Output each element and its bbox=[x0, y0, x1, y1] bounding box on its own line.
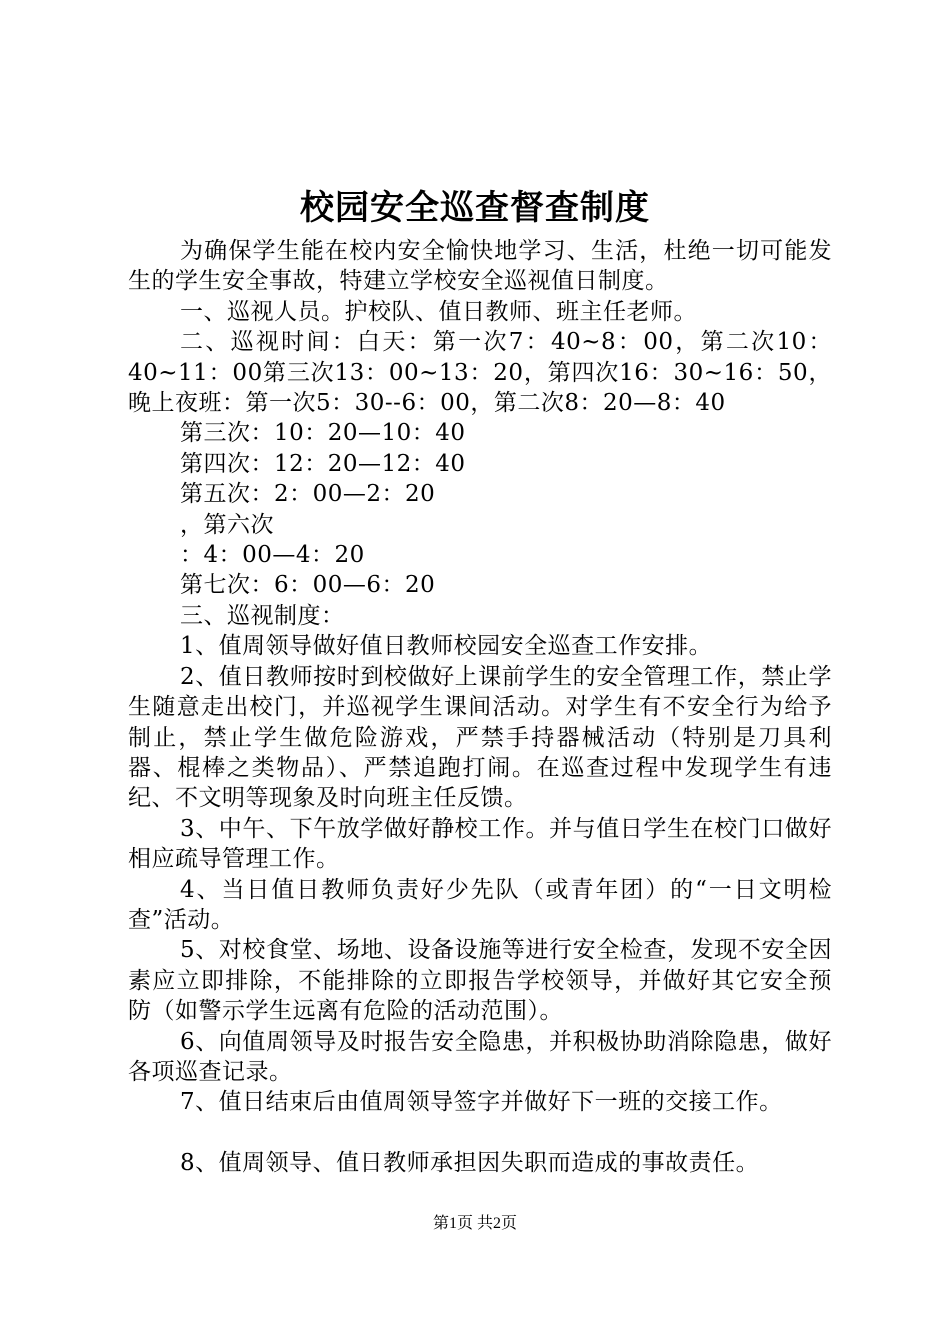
paragraph-patrol-personnel: 一、巡视人员。护校队、值日教师、班主任老师。 bbox=[180, 298, 697, 325]
paragraph-third-round: 第三次：10：20—10：40 bbox=[180, 420, 466, 447]
paragraph-seventh-round: 第七次：6：00—6：20 bbox=[180, 572, 436, 599]
paragraph-fifth-round: 第五次：2：00—2：20 bbox=[180, 481, 436, 508]
paragraph-fourth-round: 第四次：12：20—12：40 bbox=[180, 450, 466, 477]
paragraph-rule-1: 1、值周领导做好值日教师校园安全巡查工作安排。 bbox=[180, 633, 713, 660]
paragraph-rule-6: 6、向值周领导及时报告安全隐患，并积极协助消除隐患，做好各项巡查记录。 bbox=[128, 1028, 832, 1085]
document-body bbox=[128, 236, 832, 1179]
paragraph-rule-5: 5、对校食堂、场地、设备设施等进行安全检查，发现不安全因素应立即排除，不能排除的立即报告学校领导，并做好其它安全预防（如警示学生远离有危险的活动范围）。 bbox=[128, 937, 832, 1025]
paragraph-blank bbox=[128, 1118, 832, 1148]
paragraph-patrol-rules-heading: 三、巡视制度： bbox=[180, 602, 345, 629]
document-title: 校园安全巡查督查制度 bbox=[300, 188, 650, 228]
paragraph-rule-2: 2、值日教师按时到校做好上课前学生的安全管理工作，禁止学生随意走出校门，并巡视学生课间活动。对学生有不安全行为给予制止，禁止学生做危险游戏，严禁手持器械活动（特别是刀具利器、棍棒之类物品）、严禁追跑打闹。在巡查过程中发现学生有违纪、不文明等现象及时向班主任反馈。 bbox=[128, 663, 832, 812]
paragraph-sixth-round-time: ：4：00—4：20 bbox=[180, 542, 365, 569]
paragraph-rule-4: 4、当日值日教师负责好少先队（或青年团）的“一日文明检查”活动。 bbox=[128, 876, 832, 933]
paragraph-intro: 为确保学生能在校内安全愉快地学习、生活，杜绝一切可能发生的学生安全事故，特建立学校安全巡视值日制度。 bbox=[128, 238, 832, 295]
paragraph-rule-8: 8、值周领导、值日教师承担因失职而造成的事故责任。 bbox=[180, 1150, 760, 1177]
paragraph-rule-3: 3、中午、下午放学做好静校工作。并与值日学生在校门口做好相应疏导管理工作。 bbox=[128, 815, 832, 873]
paragraph-patrol-time: 二、巡视时间：白天：第一次7：40~8：00，第二次10：40~11：00第三次13：00~13：20，第四次16：30~16：50，晚上夜班：第一次5：30--6：00，第二次8：20—8：40 bbox=[128, 329, 832, 417]
page-number-footer: 第1页 共2页 bbox=[432, 1215, 517, 1232]
paragraph-rule-7: 7、值日结束后由值周领导签字并做好下一班的交接工作。 bbox=[180, 1089, 783, 1116]
paragraph-sixth-round-label: ，第六次 bbox=[180, 511, 274, 538]
